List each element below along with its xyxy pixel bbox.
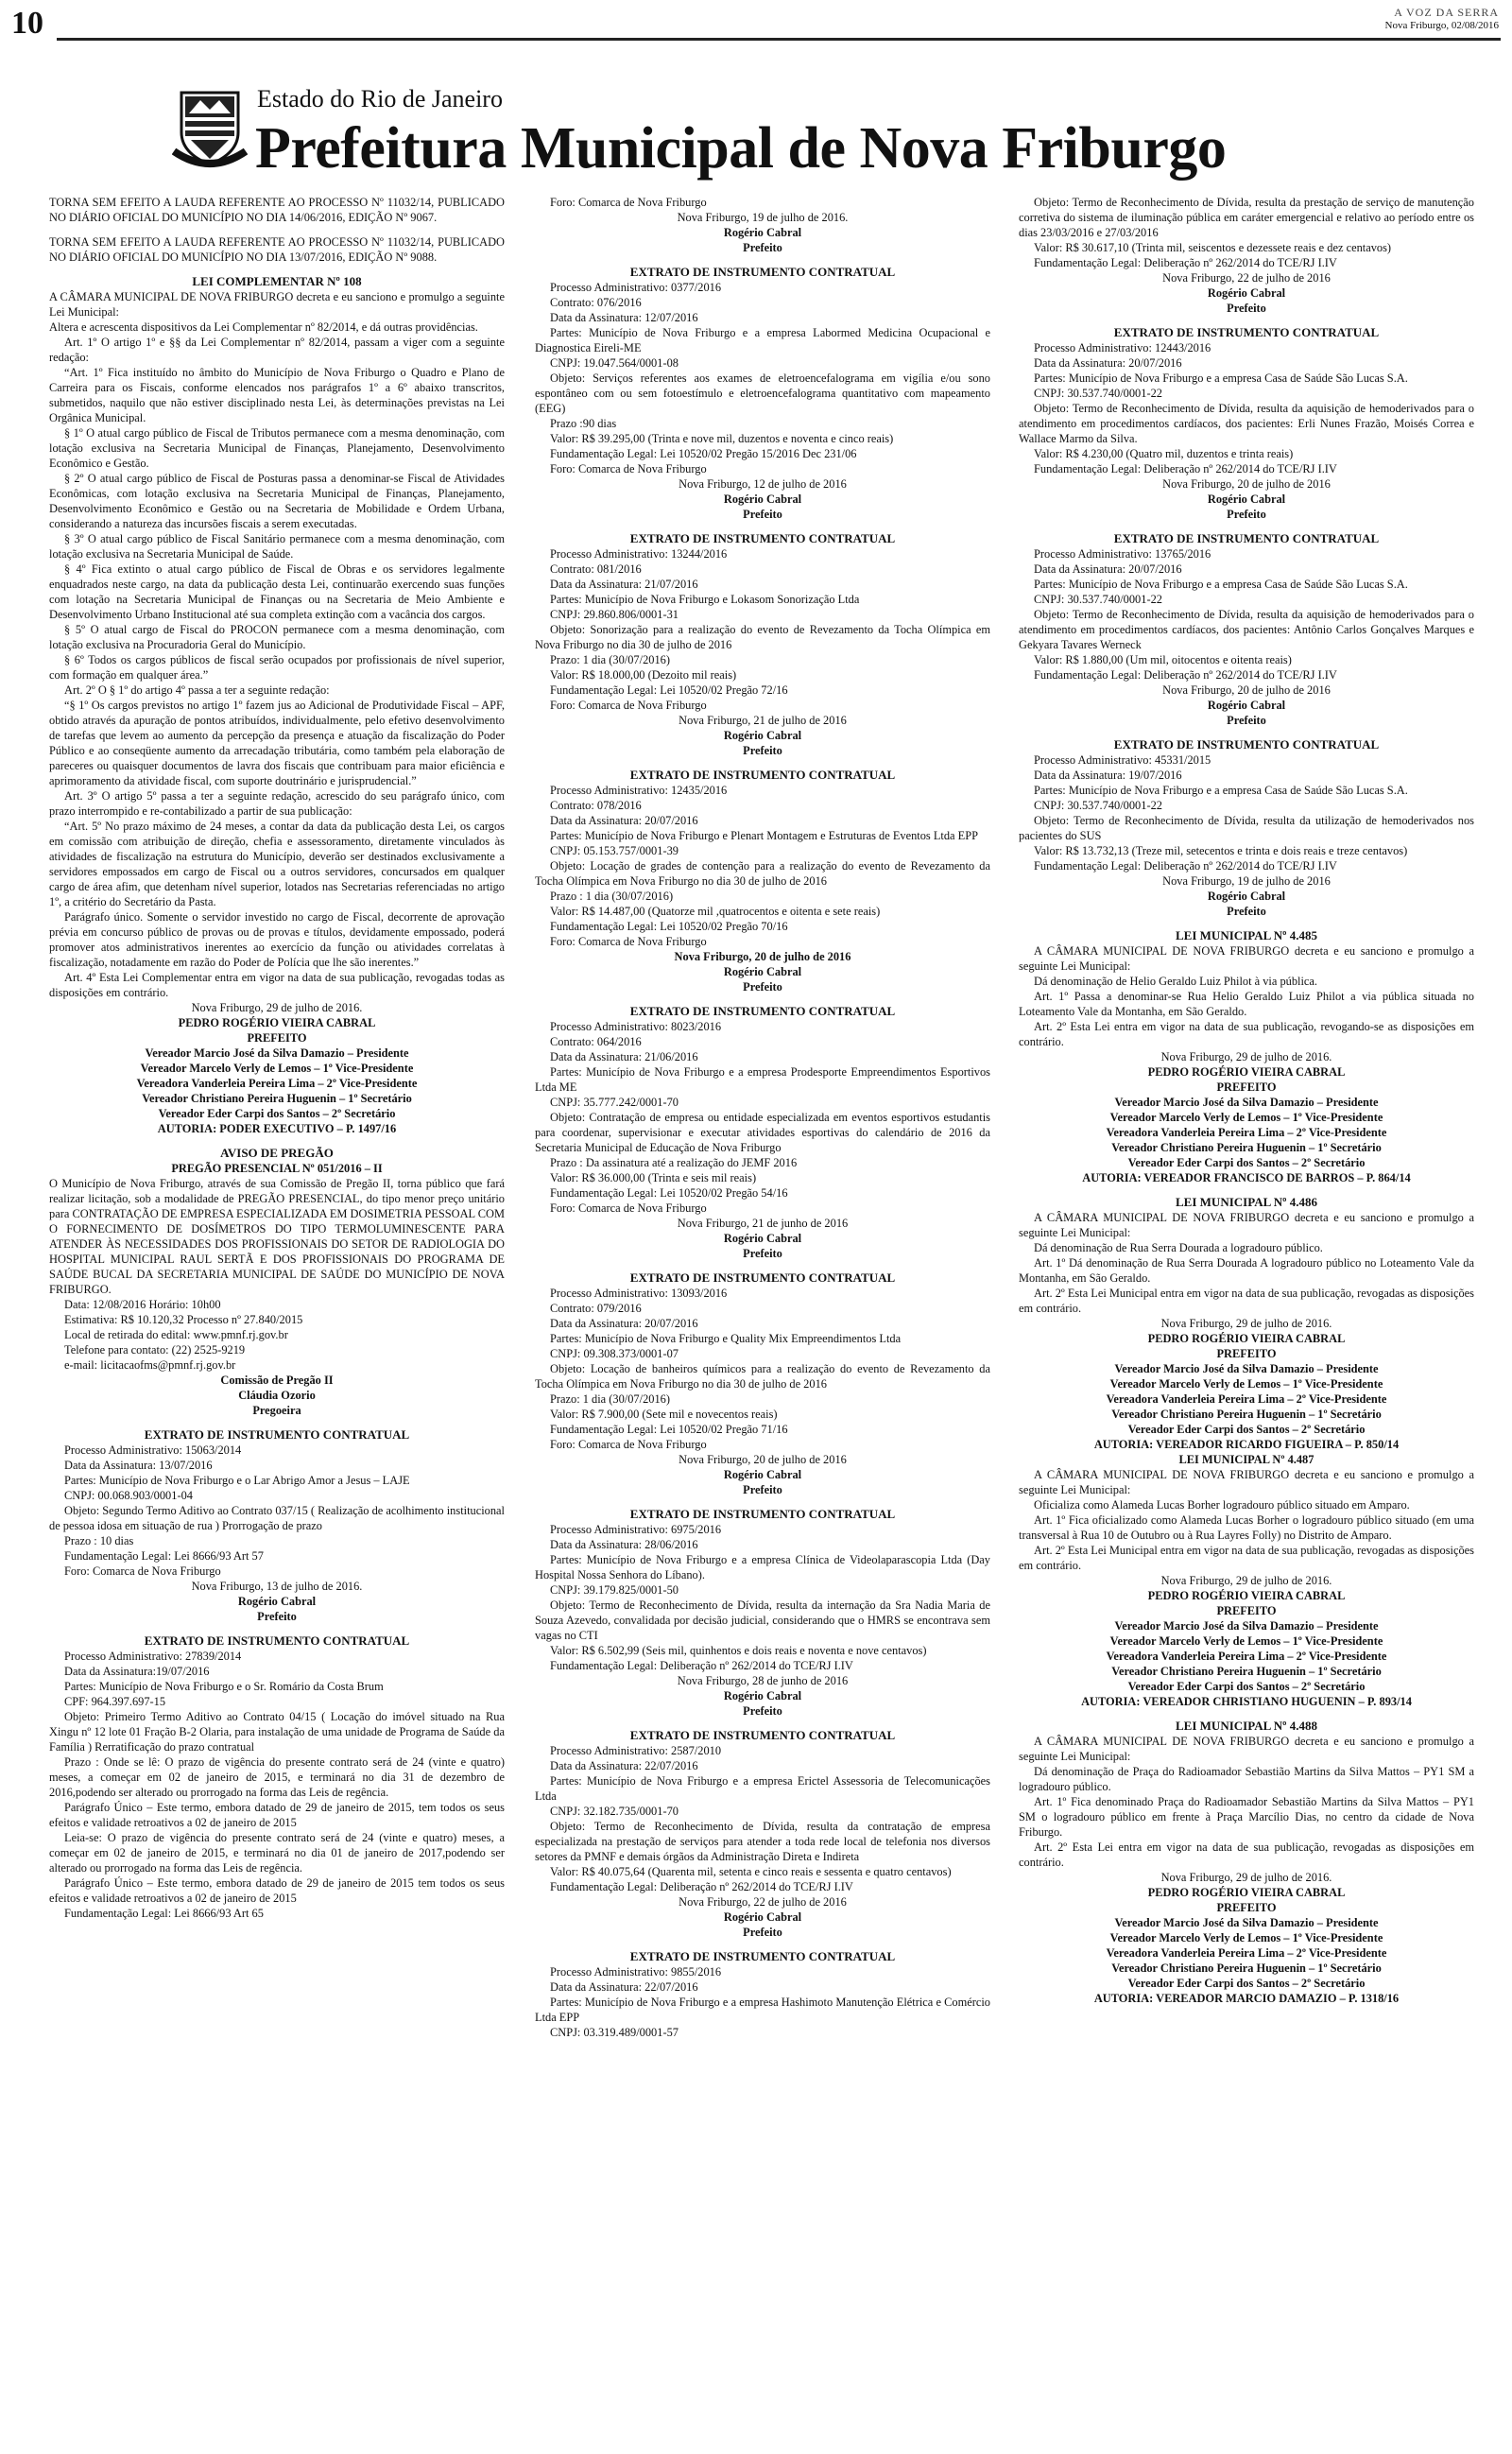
section-heading: LEI MUNICIPAL Nº 4.486 [1176,1195,1317,1209]
paragraph: Processo Administrativo: 15063/2014 [64,1443,242,1457]
paragraph: Nova Friburgo, 20 de julho de 2016 [679,1453,847,1466]
paragraph: Vereador Eder Carpi dos Santos – 2º Secretário [1127,1423,1366,1436]
paragraph: TORNA SEM EFEITO A LAUDA REFERENTE AO PROCESSO Nº 11032/14, PUBLICADO NO DIÁRIO OFICIAL DO MUNICÍPIO NO DIA 13/07/2016, EDIÇÃO Nº 9088. [49,235,505,264]
paragraph: Vereador Marcio José da Silva Damazio – Presidente [1114,1916,1379,1929]
paragraph: Partes: Município de Nova Friburgo e Quality Mix Empreendimentos Ltda [550,1332,902,1345]
paragraph: Art. 1º Fica denominado Praça do Radioamador Sebastião Martins da Silva Mattos – PY1 SM o logradouro público em frente à Praça Marcílio Dias, no centro da cidade de Nova Friburgo. [1019,1795,1474,1839]
paragraph: Partes: Município de Nova Friburgo e a empresa Clínica de Videolaparascopia Ltda (Day Hospital Nossa Senhora do Líbano). [535,1553,990,1581]
paragraph: AUTORIA: VEREADOR FRANCISCO DE BARROS – P. 864/14 [1082,1171,1411,1184]
column-3 [1019,195,1474,2006]
paragraph: Processo Administrativo: 2587/2010 [550,1744,722,1757]
city-crest-icon [172,85,248,170]
paragraph: Dá denominação de Rua Serra Dourada a logradouro público. [1034,1241,1323,1254]
paragraph: Objeto: Segundo Termo Aditivo ao Contrato 037/15 ( Realização de acolhimento institucional de pessoa idosa em situação de rua ) Prorrogação de prazo [49,1504,505,1532]
paragraph: Art. 1º Passa a denominar-se Rua Helio Geraldo Luiz Philot a via pública situada no Loteamento Vale da Montanha, em São Geraldo. [1019,990,1474,1018]
paragraph: Vereador Marcelo Verly de Lemos – 1º Vice-Presidente [1109,1111,1383,1124]
paragraph: Vereadora Vanderleia Pereira Lima – 2º Vice-Presidente [1106,1650,1387,1663]
paragraph: Rogério Cabral [1207,286,1286,300]
paragraph: Data da Assinatura: 28/06/2016 [550,1538,698,1551]
paragraph: Data da Assinatura: 20/07/2016 [550,1317,698,1330]
paragraph: Processo Administrativo: 6975/2016 [550,1523,722,1536]
paragraph: Processo Administrativo: 9855/2016 [550,1965,722,1979]
paragraph: Nova Friburgo, 29 de julho de 2016. [1160,1050,1332,1063]
paragraph: Vereador Marcelo Verly de Lemos – 1º Vice-Presidente [1109,1931,1383,1944]
section-heading: EXTRATO DE INSTRUMENTO CONTRATUAL [1113,531,1380,545]
paragraph: Prefeito [1227,714,1266,727]
paragraph: Contrato: 064/2016 [550,1035,642,1048]
header-meta [1385,6,1500,32]
paragraph: Valor: R$ 18.000,00 (Dezoito mil reais) [550,668,737,682]
paragraph: Nova Friburgo, 29 de julho de 2016. [1160,1574,1332,1587]
paragraph: Prefeito [743,744,782,757]
paragraph: Vereadora Vanderleia Pereira Lima – 2º Vice-Presidente [1106,1392,1387,1406]
page-header [0,0,1512,45]
masthead-title: Prefeitura Municipal de Nova Friburgo [255,116,1227,181]
paragraph: Partes: Município de Nova Friburgo e Lokasom Sonorização Ltda [550,593,860,606]
paragraph: Vereador Christiano Pereira Huguenin – 1º Secretário [1111,1141,1382,1154]
paragraph: Data da Assinatura: 22/07/2016 [550,1980,698,1994]
paragraph: Vereador Eder Carpi dos Santos – 2º Secretário [1127,1156,1366,1169]
paragraph: Vereador Marcio José da Silva Damazio – Presidente [1114,1619,1379,1633]
paragraph: CPF: 964.397.697-15 [64,1695,166,1708]
paragraph: Vereador Marcelo Verly de Lemos – 1º Vice-Presidente [1109,1634,1383,1648]
paragraph: Prefeito [1227,302,1266,315]
paragraph: Foro: Comarca de Nova Friburgo [550,1438,707,1451]
paragraph: PREGÃO PRESENCIAL Nº 051/2016 – II [171,1162,383,1175]
paragraph: Nova Friburgo, 13 de julho de 2016. [191,1580,363,1593]
paragraph: Valor: R$ 13.732,13 (Treze mil, setecentos e trinta e dois reais e treze centavos) [1034,844,1408,857]
paragraph: Foro: Comarca de Nova Friburgo [550,196,707,209]
paragraph: Parágrafo único. Somente o servidor investido no cargo de Fiscal, decorrente de aprovação prévia em concurso público de provas ou de provas e títulos, devidamente empossado, poderá promover atos administrativos inerentes ao exercício da função ou atividades correlatas à fiscalização, notadamente em razão do Poder de Polícia que lhe são inerentes.” [49,910,505,969]
paragraph: Nova Friburgo, 20 de julho de 2016 [1162,477,1331,491]
paragraph: Prefeito [743,508,782,521]
paragraph: e-mail: licitacaofms@pmnf.rj.gov.br [64,1358,236,1372]
paragraph: Objeto: Termo de Reconhecimento de Dívida, resulta da internação da Sra Nadia Maria de Souza Azevedo, convalidada por decisão judicial, considerando que o HMRS se encontrava sem vagas no CTI [535,1599,990,1642]
paragraph: Rogério Cabral [1207,699,1286,712]
paragraph: Nova Friburgo, 22 de julho de 2016 [679,1895,847,1909]
paragraph: CNPJ: 29.860.806/0001-31 [550,608,679,621]
paragraph: Fundamentação Legal: Deliberação nº 262/2014 do TCE/RJ I.IV [1034,859,1337,873]
paragraph: § 5º O atual cargo de Fiscal do PROCON permanece com a mesma denominação, com lotação exclusiva na Procuradoria Geral do Município. [49,623,505,651]
paragraph: Fundamentação Legal: Deliberação nº 262/2014 do TCE/RJ I.IV [1034,462,1337,475]
section-heading: EXTRATO DE INSTRUMENTO CONTRATUAL [629,265,896,279]
paragraph: PEDRO ROGÉRIO VIEIRA CABRAL [1147,1589,1346,1602]
paragraph: Processo Administrativo: 13093/2016 [550,1287,728,1300]
paragraph: Data da Assinatura: 13/07/2016 [64,1459,213,1472]
paragraph: Valor: R$ 14.487,00 (Quatorze mil ,quatrocentos e oitenta e sete reais) [550,905,881,918]
paragraph: A CÂMARA MUNICIPAL DE NOVA FRIBURGO decreta e eu sanciono e promulgo a seguinte Lei Municipal: [1019,1468,1474,1496]
paragraph: Objeto: Serviços referentes aos exames de eletroencefalograma em vigília e/ou sono espontâneo com ou sem fotoestímulo e eletroencefalograma quantitativo com mapeamento (EEG) [535,372,990,415]
paragraph: Parágrafo Único – Este termo, embora datado de 29 de janeiro de 2015, tem todos os seus efeitos e validade retroativos a 02 de janeiro de 2015 [49,1801,505,1829]
paragraph: Vereador Eder Carpi dos Santos – 2º Secretário [158,1107,396,1120]
paragraph: Fundamentação Legal: Lei 8666/93 Art 65 [64,1907,264,1920]
paragraph: AUTORIA: VEREADOR MARCIO DAMAZIO – P. 1318/16 [1093,1992,1400,2005]
paragraph: Valor: R$ 6.502,99 (Seis mil, quinhentos e dois reais e noventa e nove centavos) [550,1644,927,1657]
paragraph: Prefeito [743,1704,782,1718]
paragraph: Art. 2º Esta Lei Municipal entra em vigor na data de sua publicação, revogadas as disposições em contrário. [1019,1544,1474,1572]
paragraph: Partes: Município de Nova Friburgo e a empresa Casa de Saúde São Lucas S.A. [1034,578,1408,591]
state-name: Estado do Rio de Janeiro [257,85,503,112]
paragraph: Art. 1º O artigo 1º e §§ da Lei Complementar nº 82/2014, passam a viger com a seguinte redação: [49,336,505,364]
paragraph: Nova Friburgo, 21 de julho de 2016 [679,714,847,727]
paragraph: Data da Assinatura: 21/07/2016 [550,578,698,591]
paragraph: Prefeito [743,1926,782,1939]
paragraph: Processo Administrativo: 27839/2014 [64,1650,242,1663]
section-heading: EXTRATO DE INSTRUMENTO CONTRATUAL [629,1270,896,1285]
paragraph: Objeto: Contratação de empresa ou entidade especializada em eventos esportivos estudantis para coordenar, supervisionar e executar atividades esportivas do calendário de 2016 da Secretaria Municipal de Educação de Nova Friburgo [535,1111,990,1154]
paragraph: Valor: R$ 7.900,00 (Sete mil e novecentos reais) [550,1408,778,1421]
paragraph: CNPJ: 30.537.740/0001-22 [1034,799,1162,812]
paragraph: LEI MUNICIPAL Nº 4.487 [1178,1453,1314,1466]
paragraph: Local de retirada do edital: www.pmnf.rj.gov.br [64,1328,288,1341]
paragraph: Contrato: 079/2016 [550,1302,642,1315]
paragraph: Art. 1º Dá denominação de Rua Serra Dourada A logradouro público no Loteamento Vale da Montanha, em São Geraldo. [1019,1256,1474,1285]
paragraph: Objeto: Primeiro Termo Aditivo ao Contrato 04/15 ( Locação do imóvel situado na Rua Xingu nº 12 lote 01 Fração B-2 Olaria, para instalação de uma unidade de Programa de Saúde da Família ) Rerratificação do prazo contratual [49,1710,505,1754]
paragraph: Nova Friburgo, 22 de julho de 2016 [1162,271,1331,285]
section-heading: EXTRATO DE INSTRUMENTO CONTRATUAL [629,1507,896,1521]
paragraph: Partes: Município de Nova Friburgo e o Sr. Romário da Costa Brum [64,1680,384,1693]
paragraph: Prazo : 10 dias [64,1534,134,1547]
paragraph: Vereador Christiano Pereira Huguenin – 1º Secretário [142,1092,412,1105]
section-heading: AVISO DE PREGÃO [220,1146,334,1160]
paragraph: Art. 2º Esta Lei Municipal entra em vigor na data de sua publicação, revogadas as disposições em contrário. [1019,1287,1474,1315]
paragraph: Vereador Christiano Pereira Huguenin – 1º Secretário [1111,1408,1382,1421]
paragraph: Partes: Município de Nova Friburgo e a empresa Casa de Saúde São Lucas S.A. [1034,784,1408,797]
paragraph: Vereadora Vanderleia Pereira Lima – 2º Vice-Presidente [1106,1946,1387,1960]
paragraph: Vereador Marcio José da Silva Damazio – Presidente [145,1046,409,1060]
paragraph: Prazo : Da assinatura até a realização do JEMF 2016 [550,1156,798,1169]
paragraph: Vereador Marcelo Verly de Lemos – 1º Vice-Presidente [1109,1377,1383,1391]
paragraph: “§ 1º Os cargos previstos no artigo 1º fazem jus ao Adicional de Produtividade Fiscal – APF, obtido através da apuração de pontos atribuídos, individualmente, pelo efetivo desenvolvimento de tarefas que levem ao aumento da percepção da presença e atuação da fiscalização do Poder Público e ao conseqüente aumento da arrecadação tributária, como também pela elaboração de pareceres ou quaisquer documentos de lavra dos fiscais que contribuam para maior eficiência e aprimoramento da atividade fiscal, com suporte doutrinário e jurisprudencial.” [49,699,505,787]
paragraph: Processo Administrativo: 45331/2015 [1034,753,1211,767]
paragraph: CNPJ: 19.047.564/0001-08 [550,356,679,370]
paragraph: Rogério Cabral [723,226,802,239]
paragraph: Rogério Cabral [723,1468,802,1481]
header-rule [57,38,1501,41]
paragraph: Rogério Cabral [723,493,802,506]
paragraph: CNPJ: 05.153.757/0001-39 [550,844,679,857]
paragraph: Prefeito [743,980,782,994]
issue-date: Nova Friburgo, 02/08/2016 [1384,20,1499,31]
section-heading: LEI MUNICIPAL Nº 4.488 [1176,1719,1317,1733]
paragraph: Valor: R$ 36.000,00 (Trinta e seis mil reais) [550,1171,757,1184]
paragraph: AUTORIA: PODER EXECUTIVO – P. 1497/16 [157,1122,397,1135]
paragraph: Data da Assinatura: 22/07/2016 [550,1759,698,1772]
paragraph: PREFEITO [247,1031,307,1045]
paragraph: Partes: Município de Nova Friburgo e a empresa Casa de Saúde São Lucas S.A. [1034,372,1408,385]
paragraph [49,225,505,234]
paragraph: CNPJ: 39.179.825/0001-50 [550,1583,679,1597]
column-2 [535,195,990,2040]
paragraph: Partes: Município de Nova Friburgo e a empresa Hashimoto Manutenção Elétrica e Comércio Ltda EPP [535,1996,990,2024]
paragraph: PREFEITO [1216,1901,1277,1914]
paragraph: Data da Assinatura: 21/06/2016 [550,1050,698,1063]
paragraph: Nova Friburgo, 29 de julho de 2016. [1160,1871,1332,1884]
paragraph: Rogério Cabral [723,1232,802,1245]
section-heading: LEI MUNICIPAL Nº 4.485 [1176,928,1317,942]
paragraph: Comissão de Pregão II [220,1374,334,1387]
paragraph: Objeto: Termo de Reconhecimento de Dívida, resulta da aquisição de hemoderivados para o atendimento em procedimentos cardíacos, dos pacientes: Antônio Carlos Gonçalves Marques e Gekyara Tavares Werneck [1019,608,1474,651]
paragraph: Contrato: 076/2016 [550,296,642,309]
paragraph: Data da Assinatura: 19/07/2016 [1034,769,1182,782]
paragraph: Processo Administrativo: 13244/2016 [550,547,728,561]
paragraph: Nova Friburgo, 20 de julho de 2016 [1162,683,1331,697]
paragraph: Prazo : 1 dia (30/07/2016) [550,890,674,903]
paragraph: Art. 1º Fica oficializado como Alameda Lucas Borher o logradouro público situado (em uma transversal à Rua 10 de Outubro ou à Rua Layres Folly) no Distrito de Amparo. [1019,1513,1474,1542]
paragraph: Foro: Comarca de Nova Friburgo [64,1564,221,1578]
paragraph: Data da Assinatura: 20/07/2016 [1034,562,1182,576]
paragraph: Prefeito [743,1483,782,1496]
paragraph: Prefeito [743,241,782,254]
paragraph: PEDRO ROGÉRIO VIEIRA CABRAL [1147,1065,1346,1079]
section-heading: EXTRATO DE INSTRUMENTO CONTRATUAL [629,1949,896,1963]
section-heading: EXTRATO DE INSTRUMENTO CONTRATUAL [629,1004,896,1018]
paragraph: Rogério Cabral [1207,493,1286,506]
paragraph: Fundamentação Legal: Lei 10520/02 Pregão 15/2016 Dec 231/06 [550,447,857,460]
paragraph: Vereador Christiano Pereira Huguenin – 1º Secretário [1111,1961,1382,1975]
paragraph: A CÂMARA MUNICIPAL DE NOVA FRIBURGO decreta e eu sanciono e promulgo a seguinte Lei Municipal: [1019,1211,1474,1239]
paragraph: Parágrafo Único – Este termo, embora datado de 29 de janeiro de 2015 tem todos os seus efeitos e validade retroativos a 02 de janeiro de 2015 [49,1876,505,1905]
paragraph: Processo Administrativo: 8023/2016 [550,1020,722,1033]
paragraph: § 4º Fica extinto o atual cargo público de Fiscal de Obras e os servidores legalmente enquadrados neste cargo, na data da publicação desta Lei, continuarão exercendo suas funções com lotação na Secretaria Municipal de Finanças ou na Secretaria de Meio Ambiente e Desenvolvimento Urbano Institucional até sua completa extinção com a vacância dos cargos. [49,562,505,621]
paragraph: Foro: Comarca de Nova Friburgo [550,462,707,475]
paragraph: Foro: Comarca de Nova Friburgo [550,1201,707,1215]
paragraph: CNPJ: 30.537.740/0001-22 [1034,593,1162,606]
paragraph: Data da Assinatura: 20/07/2016 [550,814,698,827]
paragraph: Vereadora Vanderleia Pereira Lima – 2º Vice-Presidente [1106,1126,1387,1139]
paragraph: Prazo :90 dias [550,417,617,430]
paragraph: Art. 3º O artigo 5º passa a ter a seguinte redação, acrescido do seu parágrafo único, com prazo interrompido e re-contabilizado a partir de sua publicação: [49,789,505,818]
paragraph: Objeto: Sonorização para a realização do evento de Revezamento da Tocha Olímpica em Nova Friburgo no dia 30 de julho de 2016 [535,623,990,651]
paragraph: AUTORIA: VEREADOR RICARDO FIGUEIRA – P. 850/14 [1093,1438,1400,1451]
paragraph: Leia-se: O prazo de vigência do presente contrato será de 24 (vinte e quatro) meses, a começar em 02 de janeiro de 2015, e terminará no dia 01 de janeiro de 2017,podendo ser alterado ou prorrogado na forma das Leis de regência. [49,1831,505,1875]
column-1 [49,195,505,1921]
paragraph: A CÂMARA MUNICIPAL DE NOVA FRIBURGO decreta e eu sanciono e promulgo a seguinte Lei Municipal: [1019,944,1474,973]
paragraph: Contrato: 081/2016 [550,562,642,576]
paragraph: Estimativa: R$ 10.120,32 Processo nº 27.840/2015 [64,1313,303,1326]
paragraph: Foro: Comarca de Nova Friburgo [550,935,707,948]
paragraph: Data da Assinatura: 20/07/2016 [1034,356,1182,370]
paragraph: Nova Friburgo, 29 de julho de 2016. [191,1001,363,1014]
paragraph: Prefeito [257,1610,297,1623]
paragraph: Prazo: 1 dia (30/07/2016) [550,1392,670,1406]
paragraph: Prefeito [1227,508,1266,521]
paragraph: Fundamentação Legal: Lei 8666/93 Art 57 [64,1549,264,1563]
paragraph: Partes: Município de Nova Friburgo e a empresa Erictel Assessoria de Telecomunicações Ltda [535,1774,990,1803]
paragraph: Altera e acrescenta dispositivos da Lei Complementar nº 82/2014, e dá outras providências. [49,320,478,334]
paragraph: Rogério Cabral [723,1910,802,1924]
paragraph: Pregoeira [252,1404,301,1417]
paragraph: Vereador Marcio José da Silva Damazio – Presidente [1114,1096,1379,1109]
paragraph: TORNA SEM EFEITO A LAUDA REFERENTE AO PROCESSO Nº 11032/14, PUBLICADO NO DIÁRIO OFICIAL DO MUNICÍPIO NO DIA 14/06/2016, EDIÇÃO Nº 9067. [49,196,505,224]
paragraph: Nova Friburgo, 20 de julho de 2016 [674,950,851,963]
paragraph: Fundamentação Legal: Lei 10520/02 Pregão 71/16 [550,1423,788,1436]
paragraph: PEDRO ROGÉRIO VIEIRA CABRAL [178,1016,376,1029]
paragraph: CNPJ: 03.319.489/0001-57 [550,2026,679,2039]
paragraph: A CÂMARA MUNICIPAL DE NOVA FRIBURGO decreta e eu sanciono e promulgo a seguinte Lei Municipal: [1019,1735,1474,1763]
paragraph: Art. 2º Esta Lei entra em vigor na data de sua publicação, revogadas as disposições em contrário. [1019,1840,1474,1869]
paragraph: Objeto: Termo de Reconhecimento de Dívida, resulta da aquisição de hemoderivados para o atendimento em procedimentos cardíacos, dos pacientes: Erli Nunes Frazão, Moisés Correa e Wallace Marmo da Silva. [1019,402,1474,445]
paragraph: Nova Friburgo, 19 de julho de 2016 [1162,874,1331,888]
paragraph: Rogério Cabral [723,965,802,978]
section-heading: EXTRATO DE INSTRUMENTO CONTRATUAL [1113,737,1380,752]
paragraph: Objeto: Termo de Reconhecimento de Dívida, resulta da utilização de hemoderivados nos pacientes do SUS [1019,814,1474,842]
paragraph: Nova Friburgo, 12 de julho de 2016 [679,477,847,491]
paragraph: Valor: R$ 39.295,00 (Trinta e nove mil, duzentos e noventa e cinco reais) [550,432,894,445]
paragraph: Data da Assinatura:19/07/2016 [64,1665,210,1678]
paragraph: “Art. 1º Fica instituído no âmbito do Município de Nova Friburgo o Quadro e Plano de Carreira para os Fiscais, conforme elencados nos parágrafos 1º a 6º abaixo transcritos, submetidos, naquilo que não estiver disciplinado nesta Lei, às determinações previstas na Lei Orgânica Municipal. [49,366,505,424]
paragraph: Dá denominação de Praça do Radioamador Sebastião Martins da Silva Mattos – PY1 SM a logradouro público. [1019,1765,1474,1793]
paragraph: Objeto: Locação de grades de contenção para a realização do evento de Revezamento da Tocha Olímpica em Nova Friburgo no dia 30 de julho de 2016 [535,859,990,888]
paragraph: Processo Administrativo: 13765/2016 [1034,547,1211,561]
paragraph: PREFEITO [1216,1347,1277,1360]
paragraph: Oficializa como Alameda Lucas Borher logradouro público situado em Amparo. [1034,1498,1410,1512]
paragraph: Nova Friburgo, 29 de julho de 2016. [1160,1317,1332,1330]
paragraph: Processo Administrativo: 12443/2016 [1034,341,1211,354]
paragraph: Fundamentação Legal: Lei 10520/02 Pregão 72/16 [550,683,788,697]
paragraph: Rogério Cabral [237,1595,317,1608]
paragraph: Partes: Município de Nova Friburgo e Plenart Montagem e Estruturas de Eventos Ltda EPP [550,829,978,842]
paragraph: Valor: R$ 40.075,64 (Quarenta mil, setenta e cinco reais e sessenta e quatro centavos) [550,1865,952,1878]
paragraph: Foro: Comarca de Nova Friburgo [550,699,707,712]
paragraph: A CÂMARA MUNICIPAL DE NOVA FRIBURGO decreta e eu sanciono e promulgo a seguinte Lei Municipal: [49,290,505,319]
paragraph: Telefone para contato: (22) 2525-9219 [64,1343,246,1357]
paragraph: Data: 12/08/2016 Horário: 10h00 [64,1298,221,1311]
paragraph: Contrato: 078/2016 [550,799,642,812]
paragraph: Nova Friburgo, 19 de julho de 2016. [677,211,849,224]
paragraph: Prazo: 1 dia (30/07/2016) [550,653,670,666]
paragraph: Objeto: Termo de Reconhecimento de Dívida, resulta da contratação de empresa especializada na prestação de serviços para atender a toda rede local de telefonia nos diversos setores da PMNF e demais órgãos da Administração Direta e Indireta [535,1820,990,1863]
paragraph: Rogério Cabral [723,729,802,742]
section-heading: EXTRATO DE INSTRUMENTO CONTRATUAL [629,1728,896,1742]
section-heading: EXTRATO DE INSTRUMENTO CONTRATUAL [1113,325,1380,339]
paragraph: CNPJ: 35.777.242/0001-70 [550,1096,679,1109]
section-heading: EXTRATO DE INSTRUMENTO CONTRATUAL [629,531,896,545]
section-heading: EXTRATO DE INSTRUMENTO CONTRATUAL [629,768,896,782]
paragraph: PREFEITO [1216,1080,1277,1094]
paragraph: CNPJ: 30.537.740/0001-22 [1034,387,1162,400]
paragraph: Dá denominação de Helio Geraldo Luiz Philot à via pública. [1034,975,1318,988]
paragraph: Vereador Christiano Pereira Huguenin – 1º Secretário [1111,1665,1382,1678]
paragraph: Partes: Município de Nova Friburgo e a empresa Prodesporte Empreendimentos Esportivos Ltda ME [535,1065,990,1094]
paragraph: CNPJ: 09.308.373/0001-07 [550,1347,679,1360]
paragraph: Processo Administrativo: 12435/2016 [550,784,728,797]
paragraph: Nova Friburgo, 21 de junho de 2016 [677,1217,849,1230]
paragraph: Data da Assinatura: 12/07/2016 [550,311,698,324]
page-number: 10 [11,6,43,41]
paragraph: Vereador Eder Carpi dos Santos – 2º Secretário [1127,1680,1366,1693]
newspaper-name: A VOZ DA SERRA [1394,6,1499,19]
paragraph: Art. 2º O § 1º do artigo 4º passa a ter a seguinte redação: [64,683,330,697]
paragraph: Rogério Cabral [723,1689,802,1702]
paragraph: Vereador Marcio José da Silva Damazio – Presidente [1114,1362,1379,1375]
paragraph: § 2º O atual cargo público de Fiscal de Posturas passa a denominar-se Fiscal de Atividades Econômicas, com lotação exclusiva na Secretaria Municipal de Finanças, Planejamento, Desenvolvimento Econômico e Gestão ou na Secretaria de Mobilidade e Ordem Urbana, considerando a natureza das incursões fiscais a serem executadas. [49,472,505,530]
paragraph: Rogério Cabral [1207,890,1286,903]
paragraph: Nova Friburgo, 28 de junho de 2016 [677,1674,849,1687]
paragraph: Fundamentação Legal: Deliberação nº 262/2014 do TCE/RJ I.IV [550,1659,853,1672]
paragraph: § 3º O atual cargo público de Fiscal Sanitário permanece com a mesma denominação, com lotação exclusiva na Secretaria Municipal de Saúde. [49,532,505,561]
paragraph: Art. 2º Esta Lei entra em vigor na data de sua publicação, revogando-se as disposições em contrário. [1019,1020,1474,1048]
paragraph: Fundamentação Legal: Deliberação nº 262/2014 do TCE/RJ I.IV [1034,256,1337,269]
paragraph: Valor: R$ 4.230,00 (Quatro mil, duzentos e trinta reais) [1034,447,1294,460]
paragraph: Prefeito [1227,905,1266,918]
section-heading: EXTRATO DE INSTRUMENTO CONTRATUAL [144,1427,410,1442]
paragraph: Fundamentação Legal: Lei 10520/02 Pregão 70/16 [550,920,788,933]
section-heading: LEI COMPLEMENTAR Nº 108 [192,274,362,288]
paragraph: O Município de Nova Friburgo, através de sua Comissão de Pregão II, torna público que fará realizar licitação, sob a modalidade de PREGÃO PRESENCIAL, do tipo menor preço unitário para CONTRATAÇÃO DE EMPRESA ESPECIALIZADA EM DOSIMETRIA PESSOAL COM O FORNECIMENTO DE DOSÍMETROS DO TIPO TERMOLUMINESCENTE PARA ATENDER ÀS NECESSIDADES DOS PROFISSIONAIS DO SETOR DE RADIOLOGIA DO HOSPITAL MUNICIPAL RAUL SERTÃ E DOS PROFISSIONAIS DO PROGRAMA DE SAÚDE BUCAL DA SECRETARIA MUNICIPAL DE SAÚDE DO MUNICÍPIO DE NOVA FRIBURGO. [49,1177,505,1296]
paragraph: Prefeito [743,1247,782,1260]
paragraph: § 6º Todos os cargos públicos de fiscal serão ocupados por profissionais de nível superior, com formação em qualquer área.” [49,653,505,682]
paragraph: “Art. 5º No prazo máximo de 24 meses, a contar da data da publicação desta Lei, os cargos em comissão com atribuição de direção, chefia e assessoramento, diretamente vinculados às atividades de fiscalização na estrutura do Município, deverão ser destinados exclusivamente a servidores empossados em cargo de Fiscal ou a outros servidores, concursados em qualquer cargo de área afim, que detenham nível superior, lotados nas Secretarias referenciadas no artigo 1º, a critério do Secretário da Pasta. [49,820,505,908]
paragraph: Partes: Município de Nova Friburgo e o Lar Abrigo Amor a Jesus – LAJE [64,1474,410,1487]
paragraph: Fundamentação Legal: Deliberação nº 262/2014 do TCE/RJ I.IV [1034,668,1337,682]
paragraph: Art. 4º Esta Lei Complementar entra em vigor na data de sua publicação, revogadas todas as disposições em contrário. [49,971,505,999]
paragraph: Vereador Eder Carpi dos Santos – 2º Secretário [1127,1977,1366,1990]
paragraph: PREFEITO [1216,1604,1277,1617]
paragraph: Fundamentação Legal: Deliberação nº 262/2014 do TCE/RJ I.IV [550,1880,853,1893]
paragraph: Prazo : Onde se lê: O prazo de vigência do presente contrato será de 24 (vinte e quatro) meses, a começar em 02 de janeiro de 2015, e terminará no dia 31 de dezembro de 2016,podendo ser alterado ou prorrogado na forma das Leis de regência. [49,1755,505,1799]
paragraph: Processo Administrativo: 0377/2016 [550,281,722,294]
paragraph: CNPJ: 00.068.903/0001-04 [64,1489,193,1502]
paragraph: AUTORIA: VEREADOR CHRISTIANO HUGUENIN – P. 893/14 [1081,1695,1412,1708]
paragraph: Valor: R$ 30.617,10 (Trinta mil, seiscentos e dezessete reais e dez centavos) [1034,241,1392,254]
paragraph: CNPJ: 32.182.735/0001-70 [550,1805,679,1818]
paragraph: Fundamentação Legal: Lei 10520/02 Pregão 54/16 [550,1186,788,1200]
paragraph: Partes: Município de Nova Friburgo e a empresa Labormed Medicina Ocupacional e Diagnostica Eireli-ME [535,326,990,354]
paragraph: Vereador Marcelo Verly de Lemos – 1º Vice-Presidente [140,1062,414,1075]
paragraph: Objeto: Locação de banheiros químicos para a realização do evento de Revezamento da Tocha Olímpica em Nova Friburgo no dia 30 de julho de 2016 [535,1362,990,1391]
section-heading: EXTRATO DE INSTRUMENTO CONTRATUAL [144,1633,410,1648]
paragraph: Vereadora Vanderleia Pereira Lima – 2º Vice-Presidente [136,1077,418,1090]
paragraph: § 1º O atual cargo público de Fiscal de Tributos permanece com a mesma denominação, com lotação exclusiva na Secretaria Municipal de Finanças, Planejamento, Desenvolvimento Econômico e Gestão. [49,426,505,470]
paragraph: Objeto: Termo de Reconhecimento de Dívida, resulta da prestação de serviço de manutenção corretiva do sistema de iluminação pública em caráter emergencial e relativo ao período entre os dias 23/03/2016 e 27/03/2016 [1019,196,1474,239]
paragraph: PEDRO ROGÉRIO VIEIRA CABRAL [1147,1332,1346,1345]
paragraph: Valor: R$ 1.880,00 (Um mil, oitocentos e oitenta reais) [1034,653,1292,666]
paragraph: Cláudia Ozorio [238,1389,316,1402]
paragraph: PEDRO ROGÉRIO VIEIRA CABRAL [1147,1886,1346,1899]
